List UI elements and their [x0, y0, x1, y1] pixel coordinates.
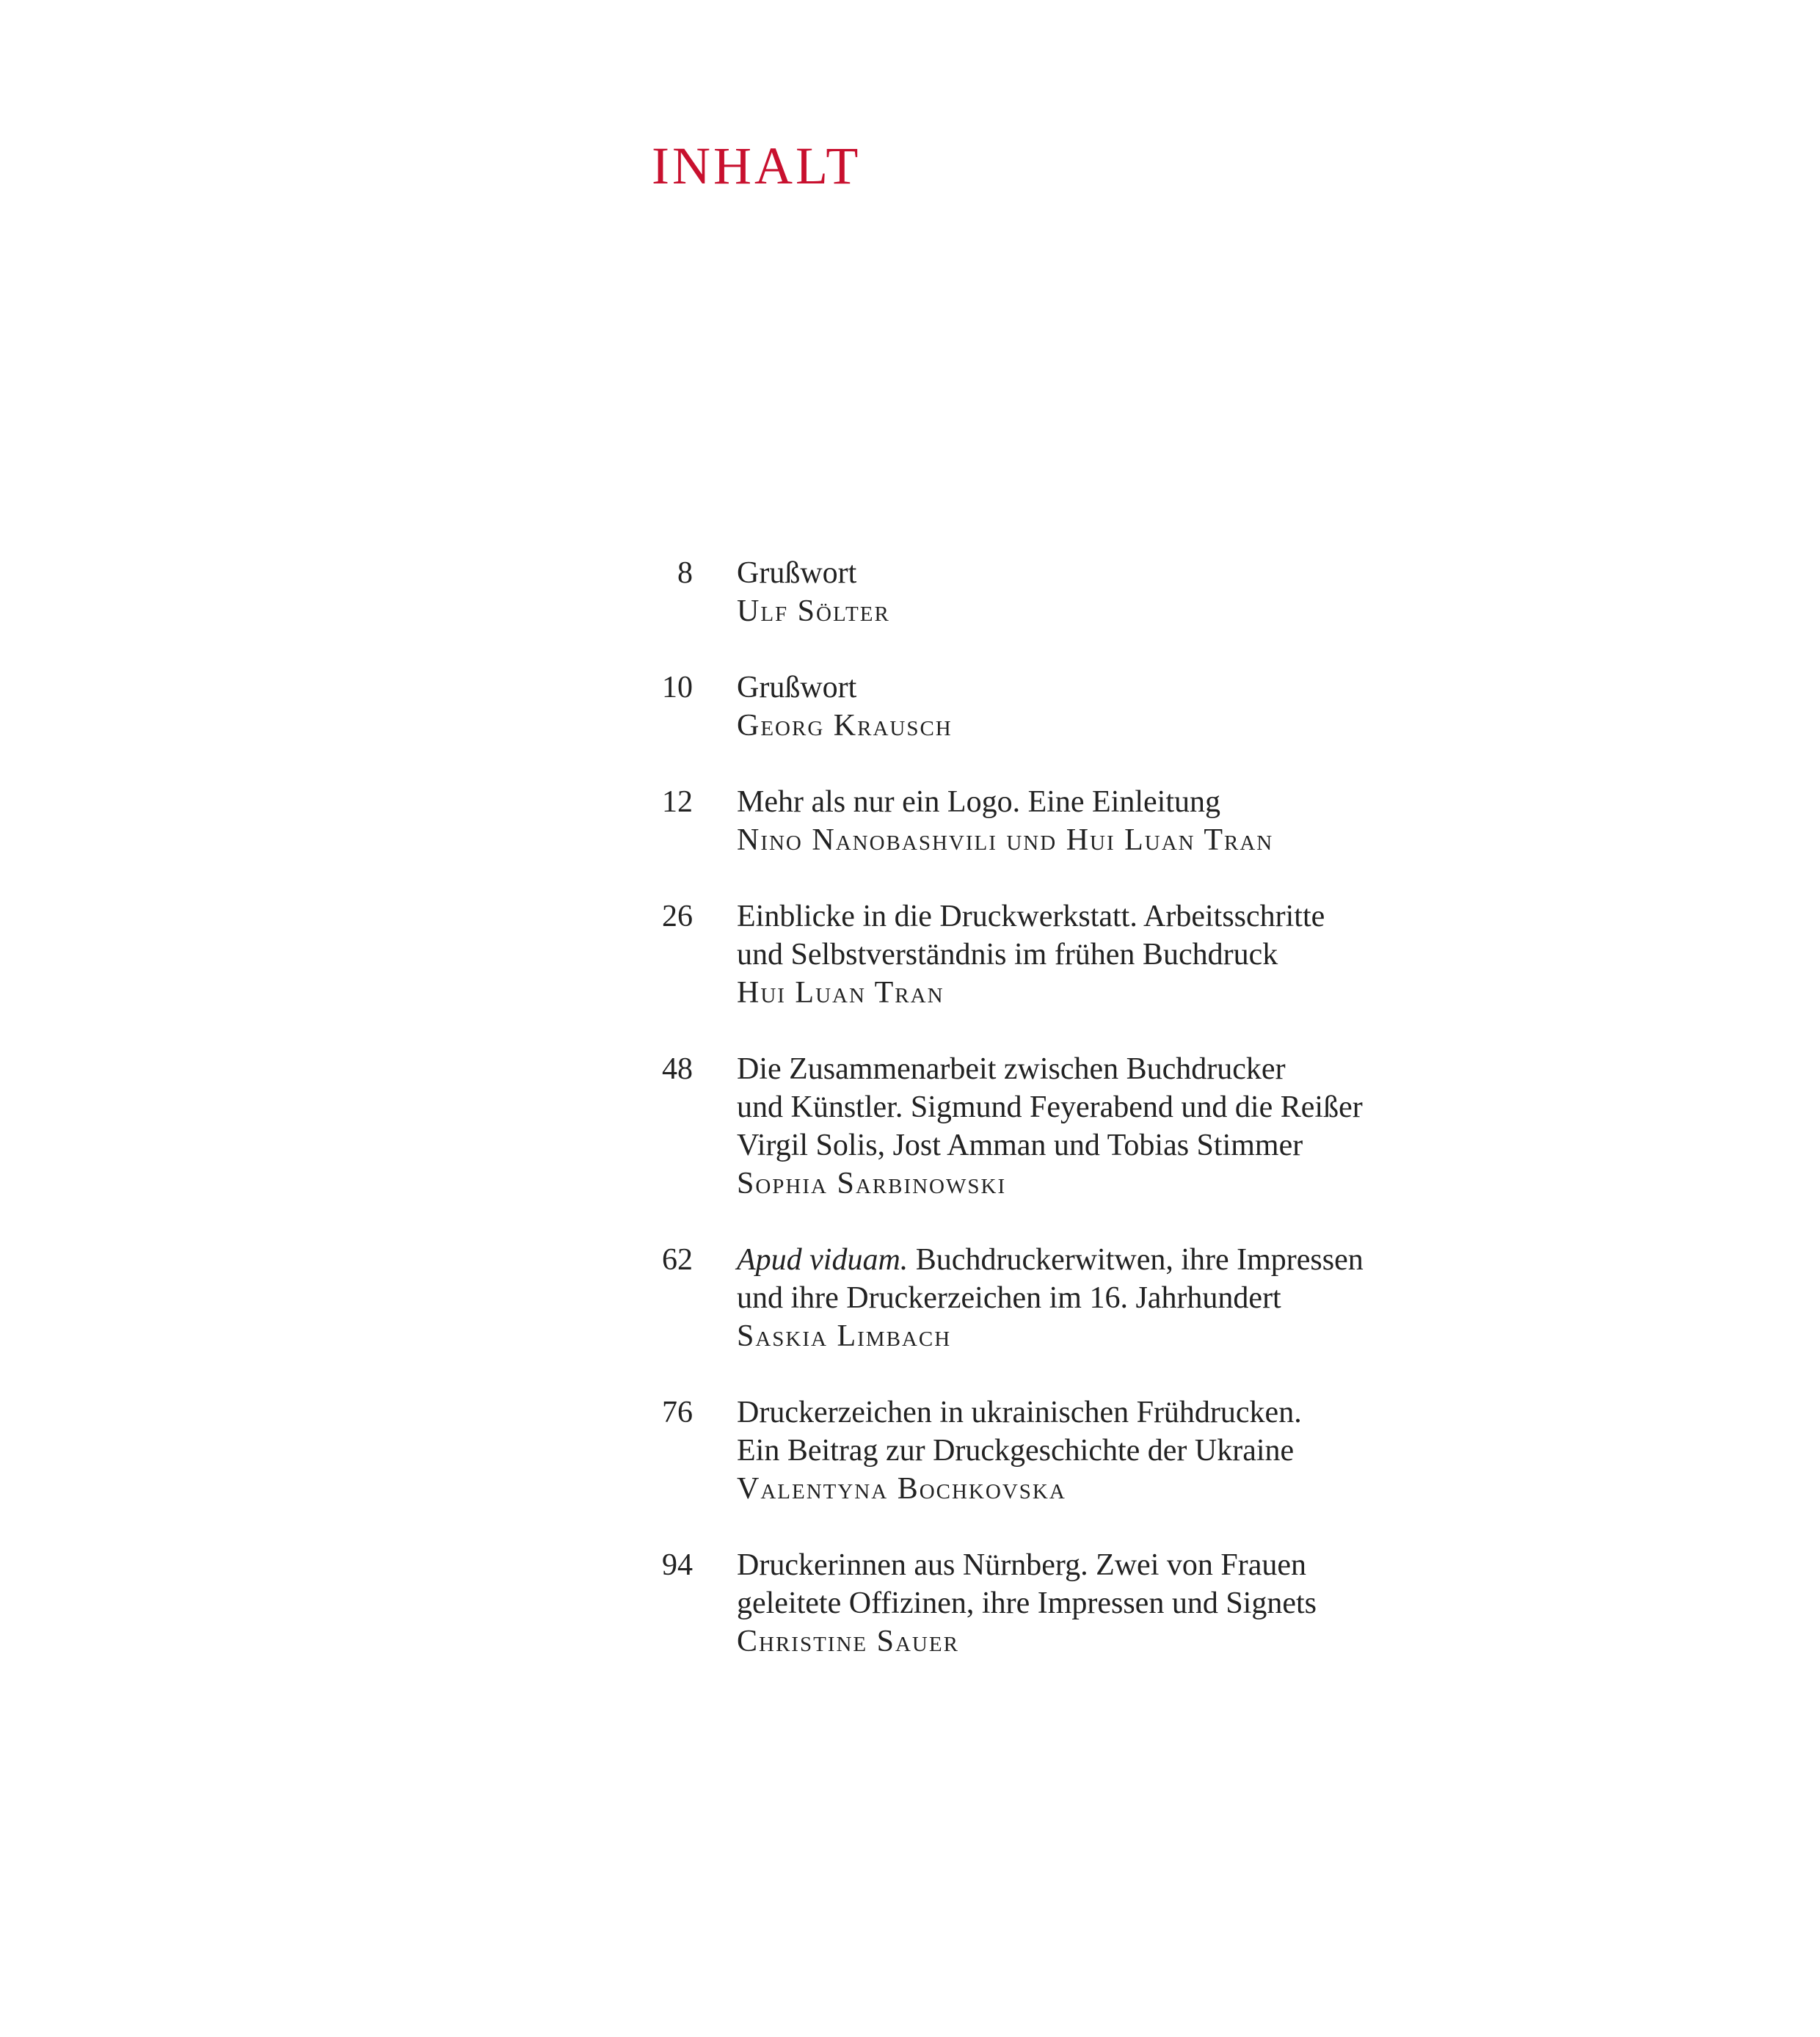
entry-author: Hui Luan Tran	[737, 976, 944, 1010]
entry-text	[737, 554, 1747, 630]
entry-title-text: Druckerzeichen in ukrainischen Frühdrucken.	[737, 1396, 1302, 1429]
page-number: 10	[662, 671, 693, 704]
page-number: 62	[662, 1243, 693, 1277]
toc-entry	[646, 1546, 1747, 1661]
entry-title-text: und ihre Druckerzeichen im 16. Jahrhundert	[737, 1281, 1281, 1315]
page-number: 26	[662, 900, 693, 933]
entry-text	[737, 1393, 1747, 1508]
entry-author: Nino Nanobashvili und Hui Luan Tran	[737, 823, 1274, 857]
toc-entry	[646, 897, 1747, 1012]
toc-entry	[646, 1050, 1747, 1203]
entry-author: Ulf Sölter	[737, 594, 890, 628]
entry-title-line	[737, 1584, 1747, 1622]
table-of-contents	[646, 554, 1747, 1699]
page-number: 12	[662, 785, 693, 819]
entry-title-line	[737, 1241, 1747, 1279]
entry-text	[737, 1050, 1747, 1203]
entry-title-line	[737, 1432, 1747, 1470]
entry-title-text: Grußwort	[737, 556, 857, 590]
entry-text	[737, 1546, 1747, 1661]
entry-title-line	[737, 1088, 1747, 1126]
toc-entry	[646, 1241, 1747, 1355]
page-number: 94	[662, 1548, 693, 1582]
entry-author: Saskia Limbach	[737, 1319, 952, 1353]
entry-title-line	[737, 1126, 1747, 1165]
entry-text	[737, 1241, 1747, 1355]
entry-text	[737, 783, 1747, 859]
entry-title-text: Druckerinnen aus Nürnberg. Zwei von Frauen	[737, 1548, 1306, 1582]
toc-entry	[646, 1393, 1747, 1508]
entry-title-line	[737, 1546, 1747, 1584]
entry-title-text: Buchdruckerwitwen, ihre Impressen	[908, 1243, 1364, 1277]
entry-title-text: Virgil Solis, Jost Amman und Tobias Stimmer	[737, 1129, 1303, 1162]
entry-title-line	[737, 1050, 1747, 1088]
entry-author: Valentyna Bochkovska	[737, 1472, 1066, 1506]
entry-title-line	[737, 1279, 1747, 1317]
toc-entry	[646, 554, 1747, 630]
entry-title-text: geleitete Offizinen, ihre Impressen und Signets	[737, 1586, 1317, 1620]
entry-title-text: Einblicke in die Druckwerkstatt. Arbeitsschritte	[737, 900, 1325, 933]
entry-title-text: Die Zusammenarbeit zwischen Buchdrucker	[737, 1052, 1286, 1086]
entry-text	[737, 668, 1747, 745]
entry-author: Georg Krausch	[737, 709, 953, 743]
entry-title-text: Grußwort	[737, 671, 857, 704]
entry-title-line	[737, 668, 1747, 707]
page-number: 48	[662, 1052, 693, 1086]
entry-title-line	[737, 554, 1747, 592]
toc-entry	[646, 783, 1747, 859]
page-number: 76	[662, 1396, 693, 1429]
entry-author: Sophia Sarbinowski	[737, 1167, 1007, 1200]
entry-title-text: und Selbstverständnis im frühen Buchdruck	[737, 938, 1278, 972]
page-title: INHALT	[652, 136, 862, 195]
entry-title-italic: Apud viduam.	[737, 1243, 909, 1277]
entry-text	[737, 897, 1747, 1012]
entry-author: Christine Sauer	[737, 1625, 959, 1658]
entry-title-line	[737, 936, 1747, 974]
entry-title-line	[737, 1393, 1747, 1432]
entry-title-text: Ein Beitrag zur Druckgeschichte der Ukraine	[737, 1434, 1295, 1468]
toc-entry	[646, 668, 1747, 745]
entry-title-line	[737, 897, 1747, 936]
entry-title-line	[737, 783, 1747, 821]
page-number: 8	[677, 556, 693, 590]
entry-title-text: und Künstler. Sigmund Feyerabend und die Reißer	[737, 1090, 1363, 1124]
entry-title-text: Mehr als nur ein Logo. Eine Einleitung	[737, 785, 1221, 819]
